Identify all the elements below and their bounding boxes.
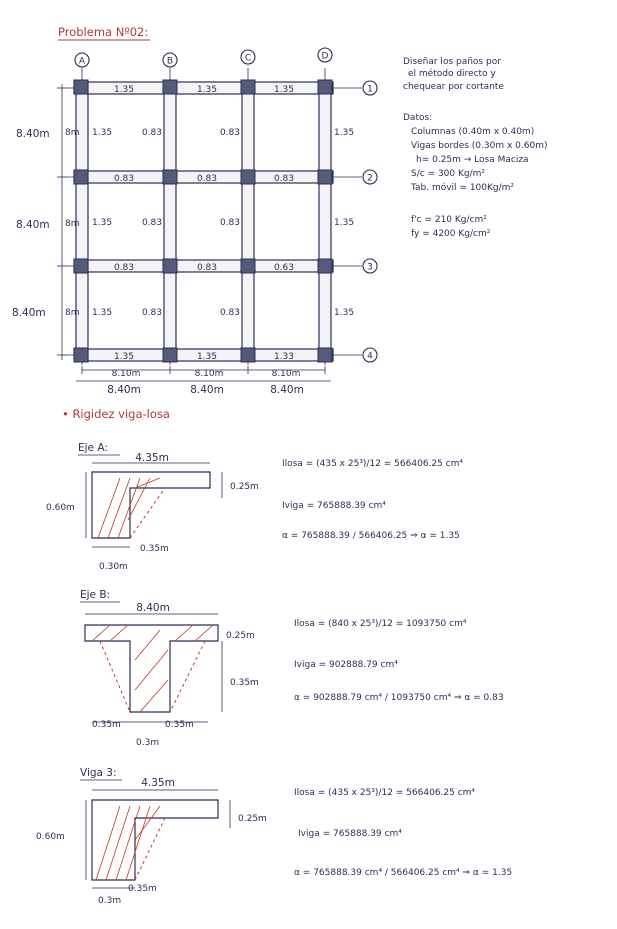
alpha-col-c-span3: 0.83 [219,308,240,318]
dim-left-inner-3: 8m [65,308,80,318]
alpha-col-a-span3: 1.35 [92,308,113,318]
alpha-col-c-span2: 0.83 [219,218,240,228]
eje-b-eq-ilosa: Ilosa = (840 x 25³)/12 = 1093750 cm⁴ [294,619,467,629]
alpha-row3-b: 0.83 [196,263,218,273]
dato-columnas: Columnas (0.40m x 0.40m) [411,127,535,137]
eje-a-dim-base: 0.30m [99,562,128,572]
alpha-row3-c: 0.63 [273,263,295,273]
dim-span-c: 8.40m [270,384,304,396]
section-eje-a [46,442,463,572]
viga-3-dim-top: 4.35m [141,777,175,789]
floor-plan [12,48,377,396]
material-fc: f'c = 210 Kg/cm² [411,215,487,225]
eje-b-eq-alpha: α = 902888.79 cm⁴ / 1093750 cm⁴ ⇒ α = 0.83 [294,693,504,703]
axis-label-1: 1 [367,84,373,95]
viga-3-eq-iviga: Iviga = 765888.39 cm⁴ [298,829,402,839]
alpha-col-a-span2: 1.35 [92,218,113,228]
alpha-row4-b: 1.35 [196,352,218,362]
dato-sobrecarga: S/c = 300 Kg/m² [411,169,486,179]
alpha-row3-a: 0.83 [113,263,135,273]
alpha-row1-b: 1.35 [196,85,218,95]
dato-losa: h= 0.25m → Losa Maciza [416,155,529,165]
viga-3-dim-web: 0.35m [128,884,157,894]
eje-a-eq-ilosa: Ilosa = (435 x 25³)/12 = 566406.25 cm⁴ [282,459,464,469]
eje-a-dim-top: 4.35m [135,452,169,464]
dim-left-inner-1: 8m [65,128,80,138]
eje-b-dim-right: 0.35m [165,720,194,730]
notes-block [403,57,547,239]
dim-inner-span-a: 8.10m [111,369,141,379]
alpha-col-b-span3: 0.83 [141,308,162,318]
problem-title: Problema Nº02: [58,25,149,39]
viga-3-eq-alpha: α = 765888.39 cm⁴ / 566406.25 cm⁴ ⇒ α = 1.35 [294,868,513,878]
alpha-row1-a: 1.35 [113,85,135,95]
eje-a-eq-alpha: α = 765888.39 / 566406.25 ⇒ α = 1.35 [282,531,460,541]
alpha-col-d-span2: 1.35 [334,218,355,228]
eje-a-dim-height: 0.60m [46,503,75,513]
dim-span-a: 8.40m [107,384,141,396]
dato-tabiqueria: Tab. móvil = 100Kg/m² [411,183,515,193]
viga-3-eq-ilosa: Ilosa = (435 x 25³)/12 = 566406.25 cm⁴ [294,788,476,798]
eje-b-dim-slab: 0.25m [226,631,255,641]
viga-3-dim-height: 0.60m [36,832,65,842]
alpha-col-b-span1: 0.83 [141,128,162,138]
eje-a-eq-iviga: Iviga = 765888.39 cm⁴ [282,501,386,511]
alpha-row2-b: 0.83 [196,174,218,184]
dim-inner-span-c: 8.10m [271,369,301,379]
alpha-row2-c: 0.83 [273,174,295,184]
task-line-1: Diseñar los paños por [403,57,501,67]
viga-3-dim-slab: 0.25m [238,814,267,824]
alpha-row1-c: 1.35 [273,85,295,95]
axis-label-b: B [166,56,174,67]
section-title: • Rigidez viga-losa [62,407,170,421]
dim-left-span1: 8.40m [16,128,50,140]
alpha-col-a-span1: 1.35 [92,128,113,138]
eje-a-dim-slab: 0.25m [230,482,259,492]
axis-label-d: D [321,51,329,62]
alpha-row4-a: 1.35 [113,352,135,362]
axis-label-c: C [244,53,252,64]
eje-b-dim-base: 0.3m [136,738,160,748]
dim-left-span3: 8.40m [12,307,46,319]
task-line-2: el método directo y [408,69,496,79]
dato-vigas: Vigas bordes (0.30m x 0.60m) [411,141,548,151]
axis-label-4: 4 [367,351,373,362]
alpha-row4-c: 1.33 [273,352,295,362]
eje-a-label: Eje A: [78,442,108,454]
eje-b-eq-iviga: Iviga = 902888.79 cm⁴ [294,660,398,670]
material-fy: fy = 4200 Kg/cm² [411,229,491,239]
dim-left-inner-2: 8m [65,219,80,229]
dim-left-span2: 8.40m [16,219,50,231]
dim-span-b: 8.40m [190,384,224,396]
alpha-col-c-span1: 0.83 [219,128,240,138]
eje-a-dim-web: 0.35m [140,544,169,554]
viga-3-label: Viga 3: [80,767,117,779]
eje-b-dim-height: 0.35m [230,678,259,688]
alpha-col-d-span1: 1.35 [334,128,355,138]
axis-label-3: 3 [367,262,373,273]
eje-b-dim-top: 8.40m [136,602,170,614]
columns [74,80,332,362]
alpha-row2-a: 0.83 [113,174,135,184]
alpha-col-d-span3: 1.35 [334,308,355,318]
dim-inner-span-b: 8.10m [194,369,224,379]
eje-b-dim-left: 0.35m [92,720,121,730]
datos-title: Datos: [403,113,433,123]
axis-label-a: A [78,56,86,67]
axis-label-2: 2 [367,173,373,184]
task-line-3: chequear por cortante [403,82,504,92]
eje-b-label: Eje B: [80,589,111,601]
alpha-col-b-span2: 0.83 [141,218,162,228]
section-viga-3 [36,767,512,906]
section-eje-b [80,589,504,748]
viga-3-dim-base: 0.3m [98,896,122,906]
